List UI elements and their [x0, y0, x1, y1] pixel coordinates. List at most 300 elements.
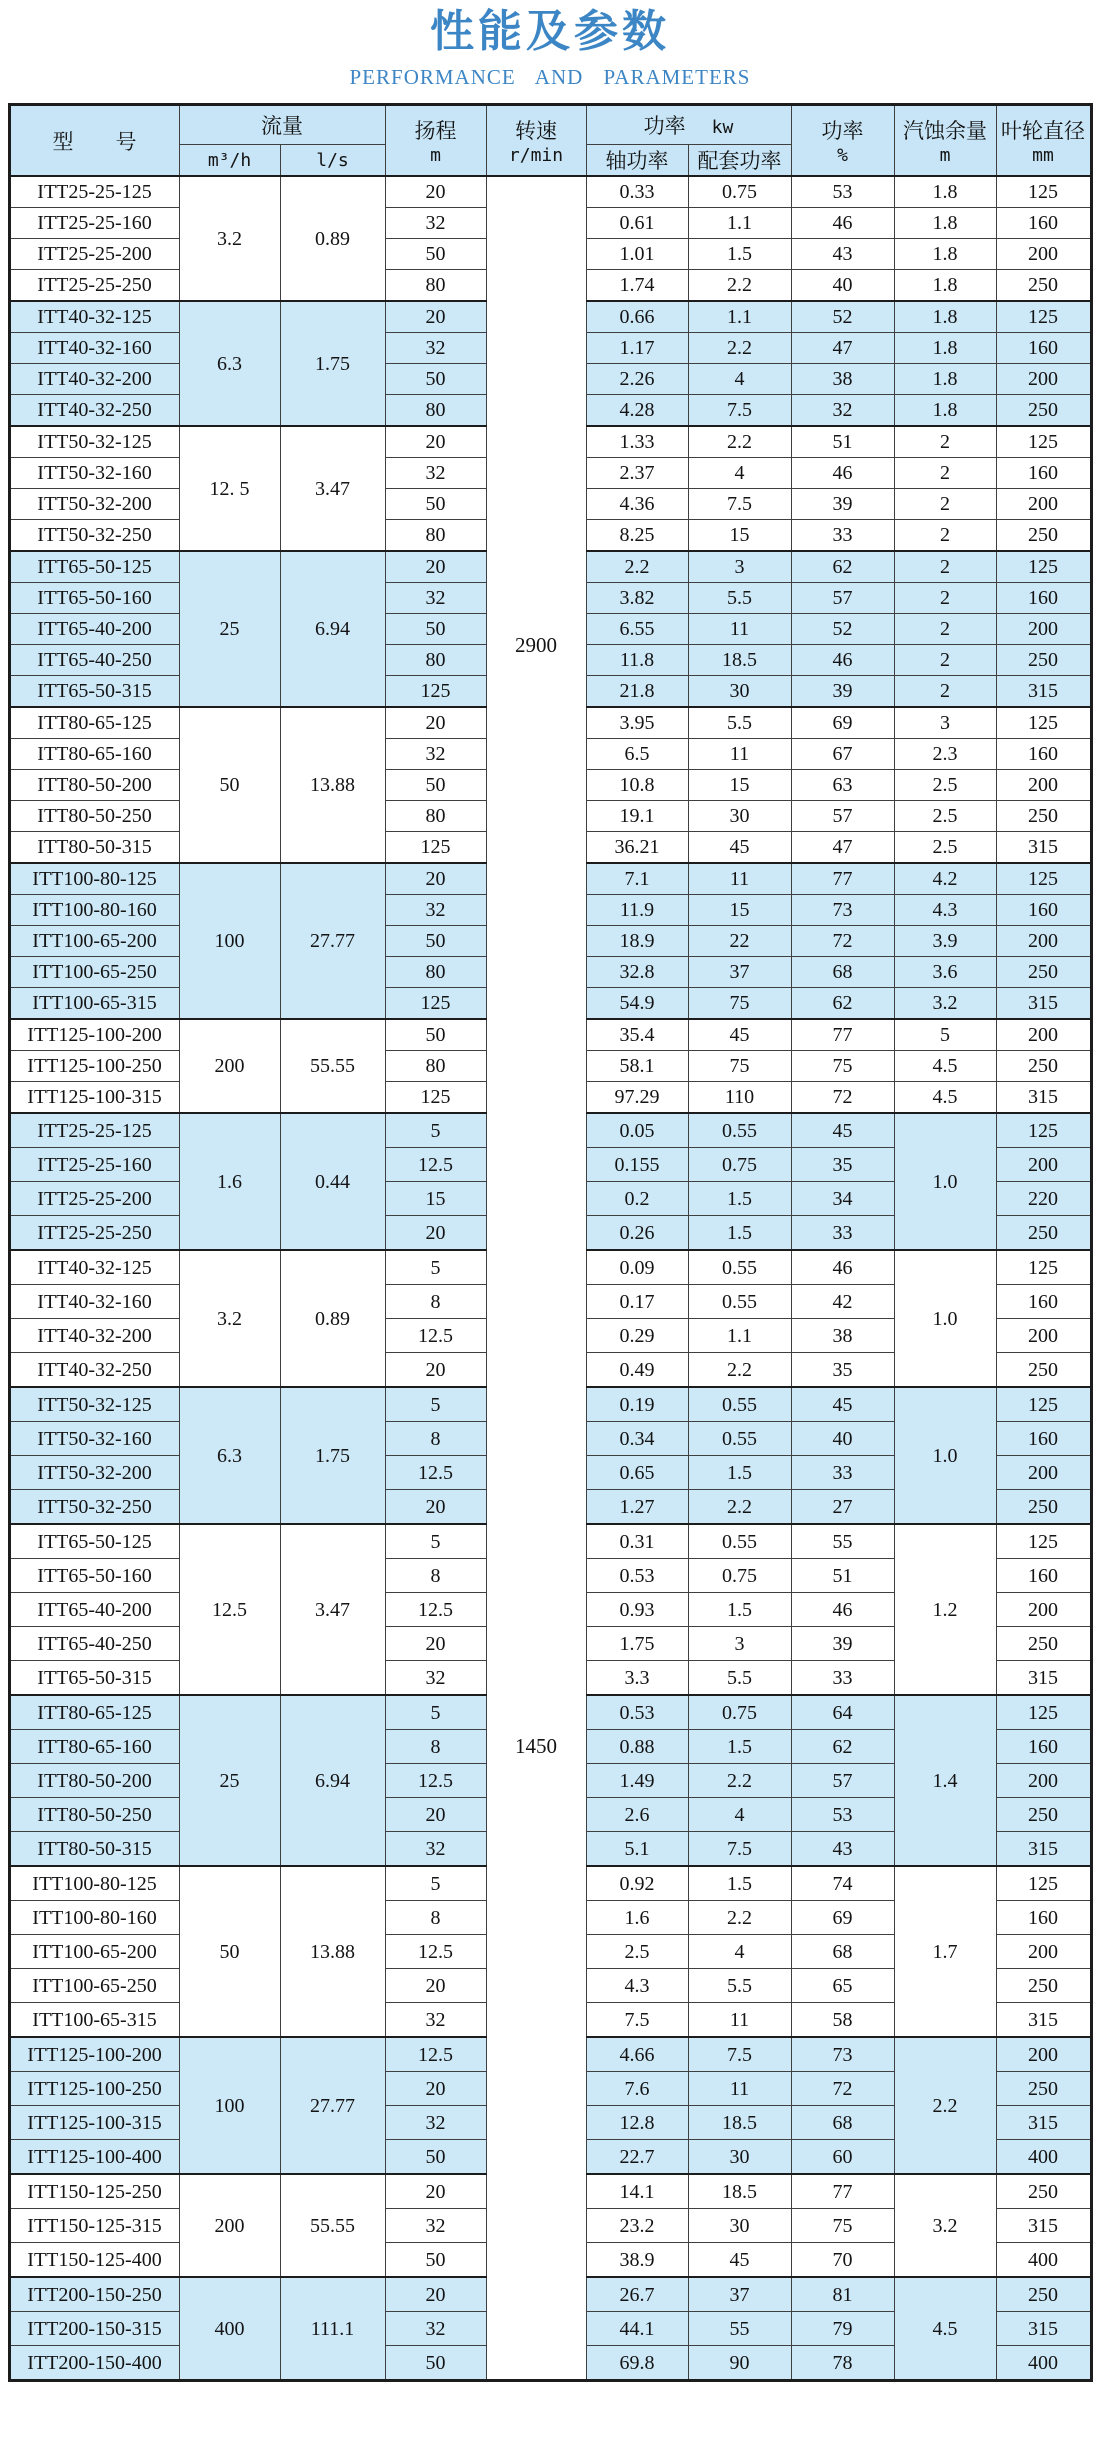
flow-ls-cell: 0.89 — [280, 1250, 385, 1387]
efficiency-cell: 74 — [791, 1866, 894, 1901]
shaft-power-cell: 0.49 — [586, 1353, 688, 1388]
motor-power-cell: 45 — [688, 2243, 791, 2278]
npsh-cell: 1.8 — [894, 208, 996, 239]
flow-m3h-cell: 200 — [179, 2174, 280, 2277]
head-cell: 20 — [385, 551, 486, 583]
shaft-power-cell: 2.2 — [586, 551, 688, 583]
model-cell: ITT50-32-125 — [9, 426, 179, 458]
head-cell: 20 — [385, 707, 486, 739]
flow-m3h-cell: 12.5 — [179, 1524, 280, 1695]
head-cell: 80 — [385, 270, 486, 302]
head-cell: 32 — [385, 458, 486, 489]
efficiency-cell: 43 — [791, 1832, 894, 1867]
impeller-cell: 125 — [996, 301, 1091, 333]
shaft-power-cell: 5.1 — [586, 1832, 688, 1867]
col-header-impeller: 叶轮直径 mm — [996, 105, 1091, 177]
npsh-cell: 1.0 — [894, 1250, 996, 1387]
shaft-power-cell: 18.9 — [586, 926, 688, 957]
model-cell: ITT200-150-250 — [9, 2277, 179, 2312]
efficiency-cell: 72 — [791, 2072, 894, 2106]
motor-power-cell: 11 — [688, 739, 791, 770]
model-cell: ITT25-25-125 — [9, 176, 179, 208]
efficiency-cell: 39 — [791, 676, 894, 708]
impeller-cell: 125 — [996, 863, 1091, 895]
model-cell: ITT80-50-250 — [9, 801, 179, 832]
impeller-cell: 160 — [996, 1559, 1091, 1593]
motor-power-cell: 30 — [688, 2209, 791, 2243]
motor-power-cell: 7.5 — [688, 1832, 791, 1867]
impeller-cell: 160 — [996, 895, 1091, 926]
flow-ls-cell: 0.44 — [280, 1113, 385, 1250]
efficiency-cell: 57 — [791, 801, 894, 832]
model-cell: ITT50-32-250 — [9, 1490, 179, 1525]
head-cell: 32 — [385, 2209, 486, 2243]
model-cell: ITT100-80-160 — [9, 1901, 179, 1935]
model-cell: ITT125-100-400 — [9, 2140, 179, 2175]
head-cell: 50 — [385, 2346, 486, 2381]
shaft-power-cell: 36.21 — [586, 832, 688, 864]
head-cell: 12.5 — [385, 2037, 486, 2072]
motor-power-cell: 0.55 — [688, 1387, 791, 1422]
efficiency-cell: 40 — [791, 1422, 894, 1456]
impeller-cell: 200 — [996, 770, 1091, 801]
npsh-cell: 1.0 — [894, 1113, 996, 1250]
speed-cell: 1450 — [486, 1113, 586, 2381]
model-cell: ITT80-50-250 — [9, 1798, 179, 1832]
model-cell: ITT65-50-315 — [9, 1661, 179, 1696]
model-cell: ITT40-32-200 — [9, 1319, 179, 1353]
col-header-npsh: 汽蚀余量 m — [894, 105, 996, 177]
efficiency-cell: 79 — [791, 2312, 894, 2346]
model-cell: ITT25-25-250 — [9, 1216, 179, 1251]
impeller-cell: 160 — [996, 1730, 1091, 1764]
head-cell: 15 — [385, 1182, 486, 1216]
flow-m3h-cell: 3.2 — [179, 1250, 280, 1387]
npsh-cell: 2 — [894, 489, 996, 520]
npsh-cell: 1.7 — [894, 1866, 996, 2037]
impeller-cell: 125 — [996, 1866, 1091, 1901]
shaft-power-cell: 6.55 — [586, 614, 688, 645]
head-cell: 32 — [385, 2003, 486, 2038]
motor-power-cell: 4 — [688, 458, 791, 489]
col-header-head: 扬程 m — [385, 105, 486, 177]
impeller-cell: 250 — [996, 957, 1091, 988]
efficiency-cell: 43 — [791, 239, 894, 270]
head-cell: 5 — [385, 1113, 486, 1148]
shaft-power-cell: 58.1 — [586, 1051, 688, 1082]
head-cell: 80 — [385, 520, 486, 552]
shaft-power-cell: 0.29 — [586, 1319, 688, 1353]
impeller-cell: 250 — [996, 1969, 1091, 2003]
npsh-cell: 3.2 — [894, 2174, 996, 2277]
efficiency-cell: 38 — [791, 364, 894, 395]
efficiency-cell: 58 — [791, 2003, 894, 2038]
model-cell: ITT100-65-250 — [9, 957, 179, 988]
head-cell: 8 — [385, 1559, 486, 1593]
shaft-power-cell: 32.8 — [586, 957, 688, 988]
impeller-cell: 315 — [996, 2209, 1091, 2243]
model-cell: ITT25-25-250 — [9, 270, 179, 302]
model-cell: ITT50-32-160 — [9, 1422, 179, 1456]
motor-power-cell: 2.2 — [688, 1490, 791, 1525]
model-cell: ITT80-50-200 — [9, 770, 179, 801]
head-cell: 20 — [385, 176, 486, 208]
shaft-power-cell: 19.1 — [586, 801, 688, 832]
flow-ls-cell: 1.75 — [280, 301, 385, 426]
efficiency-cell: 45 — [791, 1387, 894, 1422]
impeller-cell: 315 — [996, 1661, 1091, 1696]
motor-power-cell: 75 — [688, 988, 791, 1020]
npsh-cell: 4.5 — [894, 2277, 996, 2381]
model-cell: ITT200-150-400 — [9, 2346, 179, 2381]
efficiency-cell: 70 — [791, 2243, 894, 2278]
model-cell: ITT125-100-200 — [9, 1019, 179, 1051]
impeller-cell: 315 — [996, 2312, 1091, 2346]
motor-power-cell: 15 — [688, 520, 791, 552]
col-header-power: 功率 kw — [586, 105, 791, 145]
head-cell: 32 — [385, 1832, 486, 1867]
efficiency-cell: 72 — [791, 1082, 894, 1114]
shaft-power-cell: 2.26 — [586, 364, 688, 395]
head-cell: 12.5 — [385, 1593, 486, 1627]
flow-m3h-cell: 100 — [179, 863, 280, 1019]
table-row — [9, 176, 1091, 208]
page-title: 性能及参数 — [430, 6, 670, 57]
efficiency-cell: 77 — [791, 2174, 894, 2209]
shaft-power-cell: 21.8 — [586, 676, 688, 708]
impeller-cell: 160 — [996, 458, 1091, 489]
model-cell: ITT40-32-125 — [9, 1250, 179, 1285]
efficiency-cell: 73 — [791, 2037, 894, 2072]
efficiency-cell: 33 — [791, 1216, 894, 1251]
flow-ls-cell: 1.75 — [280, 1387, 385, 1524]
impeller-cell: 200 — [996, 926, 1091, 957]
impeller-cell: 160 — [996, 739, 1091, 770]
impeller-cell: 250 — [996, 2072, 1091, 2106]
head-cell: 20 — [385, 1627, 486, 1661]
efficiency-cell: 69 — [791, 1901, 894, 1935]
page-subtitle: PERFORMANCE AND PARAMETERS — [349, 65, 751, 90]
shaft-power-cell: 44.1 — [586, 2312, 688, 2346]
model-cell: ITT50-32-160 — [9, 458, 179, 489]
flow-ls-cell: 6.94 — [280, 551, 385, 707]
motor-power-cell: 1.5 — [688, 1593, 791, 1627]
shaft-power-cell: 2.5 — [586, 1935, 688, 1969]
model-cell: ITT40-32-160 — [9, 333, 179, 364]
shaft-power-cell: 6.5 — [586, 739, 688, 770]
npsh-cell: 5 — [894, 1019, 996, 1051]
shaft-power-cell: 10.8 — [586, 770, 688, 801]
impeller-cell: 315 — [996, 2106, 1091, 2140]
impeller-cell: 315 — [996, 676, 1091, 708]
impeller-cell: 250 — [996, 1490, 1091, 1525]
motor-power-cell: 5.5 — [688, 707, 791, 739]
shaft-power-cell: 1.33 — [586, 426, 688, 458]
impeller-cell: 400 — [996, 2140, 1091, 2175]
motor-power-cell: 3 — [688, 551, 791, 583]
flow-ls-cell: 13.88 — [280, 707, 385, 863]
shaft-power-cell: 2.37 — [586, 458, 688, 489]
model-cell: ITT65-40-250 — [9, 645, 179, 676]
flow-ls-cell: 0.89 — [280, 176, 385, 301]
model-cell: ITT80-50-315 — [9, 1832, 179, 1867]
model-cell: ITT100-65-200 — [9, 926, 179, 957]
shaft-power-cell: 0.66 — [586, 301, 688, 333]
model-cell: ITT65-40-200 — [9, 614, 179, 645]
model-cell: ITT100-65-250 — [9, 1969, 179, 2003]
impeller-cell: 250 — [996, 1798, 1091, 1832]
shaft-power-cell: 11.8 — [586, 645, 688, 676]
model-cell: ITT50-32-250 — [9, 520, 179, 552]
speed-cell: 2900 — [486, 176, 586, 1113]
col-header-model: 型 号 — [9, 105, 179, 177]
shaft-power-cell: 0.09 — [586, 1250, 688, 1285]
shaft-power-cell: 3.82 — [586, 583, 688, 614]
model-cell: ITT80-65-125 — [9, 1695, 179, 1730]
header-row-1 — [9, 105, 1091, 145]
model-cell: ITT25-25-200 — [9, 1182, 179, 1216]
npsh-cell: 4.3 — [894, 895, 996, 926]
shaft-power-cell: 1.74 — [586, 270, 688, 302]
impeller-cell: 250 — [996, 2277, 1091, 2312]
motor-power-cell: 5.5 — [688, 1969, 791, 2003]
motor-power-cell: 0.75 — [688, 1148, 791, 1182]
model-cell: ITT50-32-125 — [9, 1387, 179, 1422]
table-header — [9, 105, 1091, 177]
motor-power-cell: 0.75 — [688, 1695, 791, 1730]
motor-power-cell: 15 — [688, 770, 791, 801]
model-cell: ITT50-32-200 — [9, 1456, 179, 1490]
head-cell: 32 — [385, 2106, 486, 2140]
efficiency-cell: 33 — [791, 520, 894, 552]
efficiency-cell: 67 — [791, 739, 894, 770]
model-cell: ITT65-40-250 — [9, 1627, 179, 1661]
head-cell: 50 — [385, 489, 486, 520]
flow-m3h-cell: 3.2 — [179, 176, 280, 301]
impeller-cell: 315 — [996, 2003, 1091, 2038]
motor-power-cell: 0.75 — [688, 176, 791, 208]
efficiency-cell: 33 — [791, 1456, 894, 1490]
shaft-power-cell: 0.65 — [586, 1456, 688, 1490]
motor-power-cell: 4 — [688, 1798, 791, 1832]
npsh-cell: 2 — [894, 676, 996, 708]
efficiency-cell: 77 — [791, 863, 894, 895]
shaft-power-cell: 54.9 — [586, 988, 688, 1020]
head-cell: 80 — [385, 957, 486, 988]
motor-power-cell: 45 — [688, 832, 791, 864]
efficiency-cell: 47 — [791, 333, 894, 364]
impeller-cell: 160 — [996, 1901, 1091, 1935]
shaft-power-cell: 22.7 — [586, 2140, 688, 2175]
efficiency-cell: 53 — [791, 1798, 894, 1832]
npsh-cell: 1.2 — [894, 1524, 996, 1695]
flow-ls-cell: 27.77 — [280, 863, 385, 1019]
impeller-cell: 250 — [996, 520, 1091, 552]
motor-power-cell: 1.5 — [688, 1456, 791, 1490]
head-cell: 80 — [385, 395, 486, 427]
efficiency-cell: 35 — [791, 1353, 894, 1388]
shaft-power-cell: 3.3 — [586, 1661, 688, 1696]
motor-power-cell: 110 — [688, 1082, 791, 1114]
shaft-power-cell: 7.5 — [586, 2003, 688, 2038]
npsh-cell: 3.6 — [894, 957, 996, 988]
impeller-cell: 315 — [996, 832, 1091, 864]
efficiency-cell: 46 — [791, 208, 894, 239]
impeller-cell: 125 — [996, 551, 1091, 583]
model-cell: ITT150-125-250 — [9, 2174, 179, 2209]
model-cell: ITT50-32-200 — [9, 489, 179, 520]
motor-power-cell: 0.55 — [688, 1422, 791, 1456]
npsh-cell: 3.9 — [894, 926, 996, 957]
shaft-power-cell: 4.36 — [586, 489, 688, 520]
npsh-cell: 2.3 — [894, 739, 996, 770]
shaft-power-cell: 0.92 — [586, 1866, 688, 1901]
efficiency-cell: 72 — [791, 926, 894, 957]
flow-ls-cell: 3.47 — [280, 426, 385, 551]
efficiency-cell: 45 — [791, 1113, 894, 1148]
impeller-cell: 200 — [996, 2037, 1091, 2072]
motor-power-cell: 4 — [688, 1935, 791, 1969]
efficiency-cell: 27 — [791, 1490, 894, 1525]
motor-power-cell: 55 — [688, 2312, 791, 2346]
motor-power-cell: 1.1 — [688, 301, 791, 333]
head-cell: 50 — [385, 614, 486, 645]
efficiency-cell: 33 — [791, 1661, 894, 1696]
head-cell: 12.5 — [385, 1148, 486, 1182]
motor-power-cell: 1.5 — [688, 1730, 791, 1764]
impeller-cell: 400 — [996, 2243, 1091, 2278]
flow-m3h-cell: 6.3 — [179, 1387, 280, 1524]
model-cell: ITT40-32-160 — [9, 1285, 179, 1319]
head-cell: 50 — [385, 926, 486, 957]
head-cell: 8 — [385, 1422, 486, 1456]
efficiency-cell: 46 — [791, 1250, 894, 1285]
shaft-power-cell: 38.9 — [586, 2243, 688, 2278]
pump-table-body — [9, 176, 1091, 2381]
motor-power-cell: 11 — [688, 2072, 791, 2106]
shaft-power-cell: 0.88 — [586, 1730, 688, 1764]
head-cell: 20 — [385, 1490, 486, 1525]
efficiency-cell: 75 — [791, 2209, 894, 2243]
npsh-cell: 1.8 — [894, 239, 996, 270]
efficiency-cell: 81 — [791, 2277, 894, 2312]
model-cell: ITT150-125-315 — [9, 2209, 179, 2243]
shaft-power-cell: 69.8 — [586, 2346, 688, 2381]
col-header-shaft-power: 轴功率 — [586, 145, 688, 177]
shaft-power-cell: 0.33 — [586, 176, 688, 208]
motor-power-cell: 2.2 — [688, 1764, 791, 1798]
impeller-cell: 250 — [996, 1051, 1091, 1082]
flow-ls-cell: 6.94 — [280, 1695, 385, 1866]
col-header-flow-ls: l/s — [280, 145, 385, 177]
motor-power-cell: 0.55 — [688, 1285, 791, 1319]
impeller-cell: 160 — [996, 1422, 1091, 1456]
impeller-cell: 125 — [996, 1524, 1091, 1559]
efficiency-cell: 68 — [791, 1935, 894, 1969]
model-cell: ITT100-65-315 — [9, 988, 179, 1020]
head-cell: 50 — [385, 2140, 486, 2175]
model-cell: ITT100-65-315 — [9, 2003, 179, 2038]
head-cell: 12.5 — [385, 1764, 486, 1798]
col-header-motor-power: 配套功率 — [688, 145, 791, 177]
motor-power-cell: 0.55 — [688, 1113, 791, 1148]
head-cell: 12.5 — [385, 1456, 486, 1490]
efficiency-cell: 35 — [791, 1148, 894, 1182]
head-cell: 32 — [385, 895, 486, 926]
head-cell: 125 — [385, 676, 486, 708]
npsh-cell: 3 — [894, 707, 996, 739]
npsh-cell: 2 — [894, 645, 996, 676]
head-cell: 8 — [385, 1901, 486, 1935]
motor-power-cell: 2.2 — [688, 426, 791, 458]
model-cell: ITT40-32-200 — [9, 364, 179, 395]
head-cell: 20 — [385, 1353, 486, 1388]
efficiency-cell: 53 — [791, 176, 894, 208]
efficiency-cell: 34 — [791, 1182, 894, 1216]
impeller-cell: 315 — [996, 1832, 1091, 1867]
motor-power-cell: 45 — [688, 1019, 791, 1051]
impeller-cell: 250 — [996, 1353, 1091, 1388]
head-cell: 125 — [385, 832, 486, 864]
impeller-cell: 200 — [996, 1148, 1091, 1182]
head-cell: 8 — [385, 1730, 486, 1764]
shaft-power-cell: 11.9 — [586, 895, 688, 926]
model-cell: ITT150-125-400 — [9, 2243, 179, 2278]
impeller-cell: 220 — [996, 1182, 1091, 1216]
model-cell: ITT65-50-160 — [9, 1559, 179, 1593]
model-cell: ITT25-25-160 — [9, 208, 179, 239]
motor-power-cell: 22 — [688, 926, 791, 957]
shaft-power-cell: 1.01 — [586, 239, 688, 270]
head-cell: 50 — [385, 770, 486, 801]
motor-power-cell: 4 — [688, 364, 791, 395]
flow-ls-cell: 55.55 — [280, 1019, 385, 1113]
npsh-cell: 2 — [894, 520, 996, 552]
head-cell: 32 — [385, 583, 486, 614]
impeller-cell: 250 — [996, 395, 1091, 427]
npsh-cell: 4.2 — [894, 863, 996, 895]
motor-power-cell: 90 — [688, 2346, 791, 2381]
head-cell: 20 — [385, 301, 486, 333]
model-cell: ITT125-100-250 — [9, 1051, 179, 1082]
efficiency-cell: 39 — [791, 489, 894, 520]
npsh-cell: 1.8 — [894, 395, 996, 427]
col-header-flow: 流量 — [179, 105, 385, 145]
npsh-cell: 1.0 — [894, 1387, 996, 1524]
efficiency-cell: 46 — [791, 1593, 894, 1627]
flow-m3h-cell: 50 — [179, 707, 280, 863]
impeller-cell: 250 — [996, 1216, 1091, 1251]
efficiency-cell: 55 — [791, 1524, 894, 1559]
motor-power-cell: 30 — [688, 2140, 791, 2175]
efficiency-cell: 60 — [791, 2140, 894, 2175]
impeller-cell: 200 — [996, 364, 1091, 395]
model-cell: ITT100-80-160 — [9, 895, 179, 926]
impeller-cell: 125 — [996, 176, 1091, 208]
efficiency-cell: 51 — [791, 1559, 894, 1593]
npsh-cell: 4.5 — [894, 1051, 996, 1082]
model-cell: ITT25-25-125 — [9, 1113, 179, 1148]
impeller-cell: 200 — [996, 1593, 1091, 1627]
model-cell: ITT80-65-160 — [9, 1730, 179, 1764]
model-cell: ITT125-100-315 — [9, 2106, 179, 2140]
efficiency-cell: 40 — [791, 270, 894, 302]
efficiency-cell: 57 — [791, 583, 894, 614]
table-row — [9, 1113, 1091, 1148]
shaft-power-cell: 26.7 — [586, 2277, 688, 2312]
model-cell: ITT100-65-200 — [9, 1935, 179, 1969]
shaft-power-cell: 0.93 — [586, 1593, 688, 1627]
